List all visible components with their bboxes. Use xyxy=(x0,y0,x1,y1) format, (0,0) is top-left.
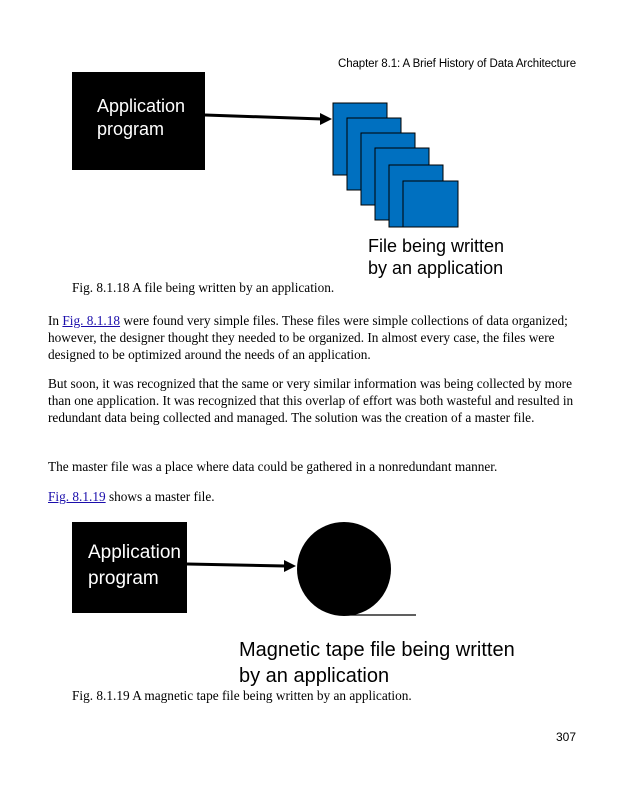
box-label-line2: program xyxy=(88,568,159,589)
chapter-header: Chapter 8.1: A Brief History of Data Architecture xyxy=(338,58,576,70)
fig-8-1-18-link[interactable]: Fig. 8.1.18 xyxy=(62,313,121,328)
box-label-line2: program xyxy=(97,119,165,139)
arrowhead-icon xyxy=(284,560,296,572)
magnetic-tape-icon xyxy=(297,522,391,616)
figure-8-1-18 xyxy=(0,60,617,285)
file-icon-6 xyxy=(403,181,458,227)
arrowhead-icon xyxy=(320,113,332,125)
paragraph-1-prefix: In xyxy=(48,313,63,328)
file-label-line2: by an application xyxy=(368,258,504,278)
box-label-line1: Application xyxy=(97,96,186,116)
figure-8-1-19 xyxy=(0,520,617,690)
paragraph-3: The master file was a place where data could be gathered in a nonredundant manner. xyxy=(48,459,498,474)
paragraph-1 xyxy=(48,312,576,363)
paragraph-4-text: shows a master file. xyxy=(105,489,215,504)
paragraph-4 xyxy=(48,488,576,505)
page-number: 307 xyxy=(555,730,576,744)
file-label-line1: File being written xyxy=(368,236,505,256)
figure-caption-8-1-18: Fig. 8.1.18 A file being written by an application. xyxy=(72,280,335,295)
paragraph-1-text: were found very simple files. These files were simple collections of data organized; however, the designer thought they needed to be organized. In almost every case, the files were designed to be optimized around the needs of an application. xyxy=(48,313,568,362)
box-label-line1: Application xyxy=(88,542,181,563)
tape-label-line1: Magnetic tape file being written xyxy=(239,639,515,661)
paragraph-2: But soon, it was recognized that the same or very similar information was being collected by more than one application. It was recognized that this overlap of effort was both wasteful and resulted in redundant data being collected and managed. The solution was the creation of a master file. xyxy=(48,376,574,425)
arrow-line xyxy=(187,564,285,566)
fig-8-1-19-link[interactable]: Fig. 8.1.19 xyxy=(48,489,106,504)
file-stack xyxy=(333,103,458,227)
arrow-line xyxy=(205,115,322,119)
figure-caption-8-1-19: Fig. 8.1.19 A magnetic tape file being written by an application. xyxy=(72,688,412,703)
tape-label-line2: by an application xyxy=(239,665,390,687)
